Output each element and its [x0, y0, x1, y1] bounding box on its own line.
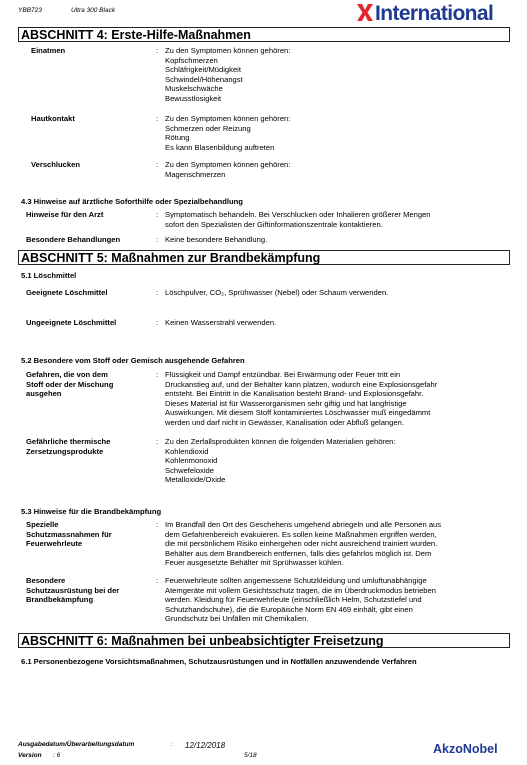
ungeeignete-loeschmittel-label: Ungeeignete Löschmittel — [26, 318, 117, 327]
colon: : — [156, 114, 159, 123]
akzonobel-logo: AkzoNobel — [433, 742, 498, 756]
verschlucken-text: Zu den Symptomen können gehören: Magenschmerzen — [165, 160, 291, 179]
colon: : — [156, 288, 159, 297]
arzt-label: Hinweise für den Arzt — [26, 210, 104, 219]
date-value: 12/12/2018 — [185, 741, 226, 750]
brand-wordmark: International — [375, 2, 494, 25]
zersetzungsprodukte-label: Gefährliche thermische Zersetzungsprodukte — [26, 437, 111, 456]
gefahren-label: Gefahren, die von dem Stoff oder der Mischung ausgehen — [26, 370, 114, 399]
verschlucken-label: Verschlucken — [31, 160, 80, 169]
colon: : — [156, 235, 159, 244]
geeignete-loeschmittel-text: Löschpulver, CO₂, Sprühwasser (Nebel) oder Schaum verwenden. — [165, 288, 389, 297]
section-4-heading: ABSCHNITT 4: Erste-Hilfe-Maßnahmen — [18, 27, 510, 42]
besondere-behandlungen-text: Keine besondere Behandlung. — [165, 235, 268, 244]
schutzmassnahmen-label: Spezielle Schutzmassnahmen für Feuerwehrleute — [26, 520, 112, 549]
subsection-5-3: 5.3 Hinweise für die Brandbekämpfung — [21, 507, 162, 516]
subsection-5-2: 5.2 Besondere vom Stoff oder Gemisch ausgehende Gefahren — [21, 356, 245, 365]
section-5-heading: ABSCHNITT 5: Maßnahmen zur Brandbekämpfung — [18, 250, 510, 265]
colon: : — [156, 160, 159, 169]
gefahren-text: Flüssigkeit und Dampf entzündbar. Bei Erwärmung oder Feuer tritt ein Druckanstieg auf, und der Behälter kann platzen, wodurch eine Explosionsgefahr entsteht. Bei Eintritt in die Kanalisation besteht Brand- und Explosionsgefahr. Dieses Material ist für Wasserorganismen sehr giftig und hat langfristige Auswirkungen. Mit diesem Stoff kontaminiertes Löschwasser muß eingedämmt werden und darf nicht in Gewässer, Kanalisation oder Abfluß gelangen. — [165, 370, 438, 427]
einatmen-label: Einatmen — [31, 46, 66, 55]
colon: : — [156, 576, 159, 585]
document-code: YBB723 — [18, 7, 42, 14]
colon: : — [156, 318, 159, 327]
section-6-heading: ABSCHNITT 6: Maßnahmen bei unbeabsichtigter Freisetzung — [18, 633, 510, 648]
colon: : — [156, 520, 159, 529]
date-label: Ausgabedatum/Überarbeitungsdatum — [18, 741, 135, 748]
ungeeignete-loeschmittel-text: Keinen Wasserstrahl verwenden. — [165, 318, 277, 327]
colon: : — [156, 437, 159, 446]
footer-date-row — [18, 741, 226, 750]
zersetzungsprodukte-text: Zu den Zerfallsprodukten können die folgenden Materialien gehören: Kohlendioxid Kohlenmonoxid Schwefeloxide Metalloxide/Oxide — [165, 437, 396, 485]
page-number: 5/18 — [244, 752, 257, 759]
besondere-behandlungen-label: Besondere Behandlungen — [26, 235, 121, 244]
product-name: Ultra 300 Black — [71, 7, 116, 14]
einatmen-text: Zu den Symptomen können gehören: Kopfschmerzen Schläfrigkeit/Müdigkeit Schwindel/Höhenangst Muskelschwäche Bewusstlosigkeit — [165, 46, 291, 103]
international-logo — [356, 2, 512, 26]
hautkontakt-text: Zu den Symptomen können gehören: Schmerzen oder Reizung Rötung Es kann Blasenbildung auftreten — [165, 114, 291, 152]
subsection-5-1: 5.1 Löschmittel — [21, 271, 77, 280]
date-colon: : — [171, 741, 173, 748]
hautkontakt-label: Hautkontakt — [31, 114, 75, 123]
version-label: Version — [18, 752, 42, 759]
footer-version-row — [18, 752, 257, 759]
subsection-6-1: 6.1 Personenbezogene Vorsichtsmaßnahmen, Schutzausrüstungen und in Notfällen anzuwendende Verfahren — [21, 657, 417, 666]
schutzausruestung-text: Feuerwehrleute sollten angemessene Schutzkleidung und umluftunabhängige Atemgeräte mit vollem Gesichtsschutz tragen, die im Überdruckmodus betrieben werden. Kleidung für Feuerwehrleute (einschließlich Helm, Schutzstiefel und Schutzhandschuhe), die die Europäische Norm EN 469 einhält, gibt einen Grundschutz bei Unfällen mit Chemikalien. — [165, 576, 436, 624]
colon: : — [156, 210, 159, 219]
version-value: : 6 — [53, 752, 61, 759]
schutzmassnahmen-text: Im Brandfall den Ort des Geschehens umgehend abriegeln und alle Personen aus dem Gefahrenbereich evakuieren. Es sollen keine Maßnahmen ergriffen werden, die mit persönlichem Risiko einhergehen oder nicht ausreichend trainiert wurden. Behälter aus dem Brandbereich entfernen, falls dies gefahrlos möglich ist. Dem Feuer ausgesetzte Behälter mit Sprühwasser kühlen. — [165, 520, 442, 568]
colon: : — [156, 370, 159, 379]
x-logo-icon — [356, 3, 374, 22]
schutzausruestung-label: Besondere Schutzausrüstung bei der Brandbekämpfung — [26, 576, 120, 605]
arzt-text: Symptomatisch behandeln. Bei Verschlucken oder Inhalieren größerer Mengen sofort den Spezialisten der Giftinformationszentrale kontaktieren. — [165, 210, 431, 229]
colon: : — [156, 46, 159, 55]
geeignete-loeschmittel-label: Geeignete Löschmittel — [26, 288, 108, 297]
subsection-4-3: 4.3 Hinweise auf ärztliche Soforthilfe oder Spezialbehandlung — [21, 197, 243, 206]
